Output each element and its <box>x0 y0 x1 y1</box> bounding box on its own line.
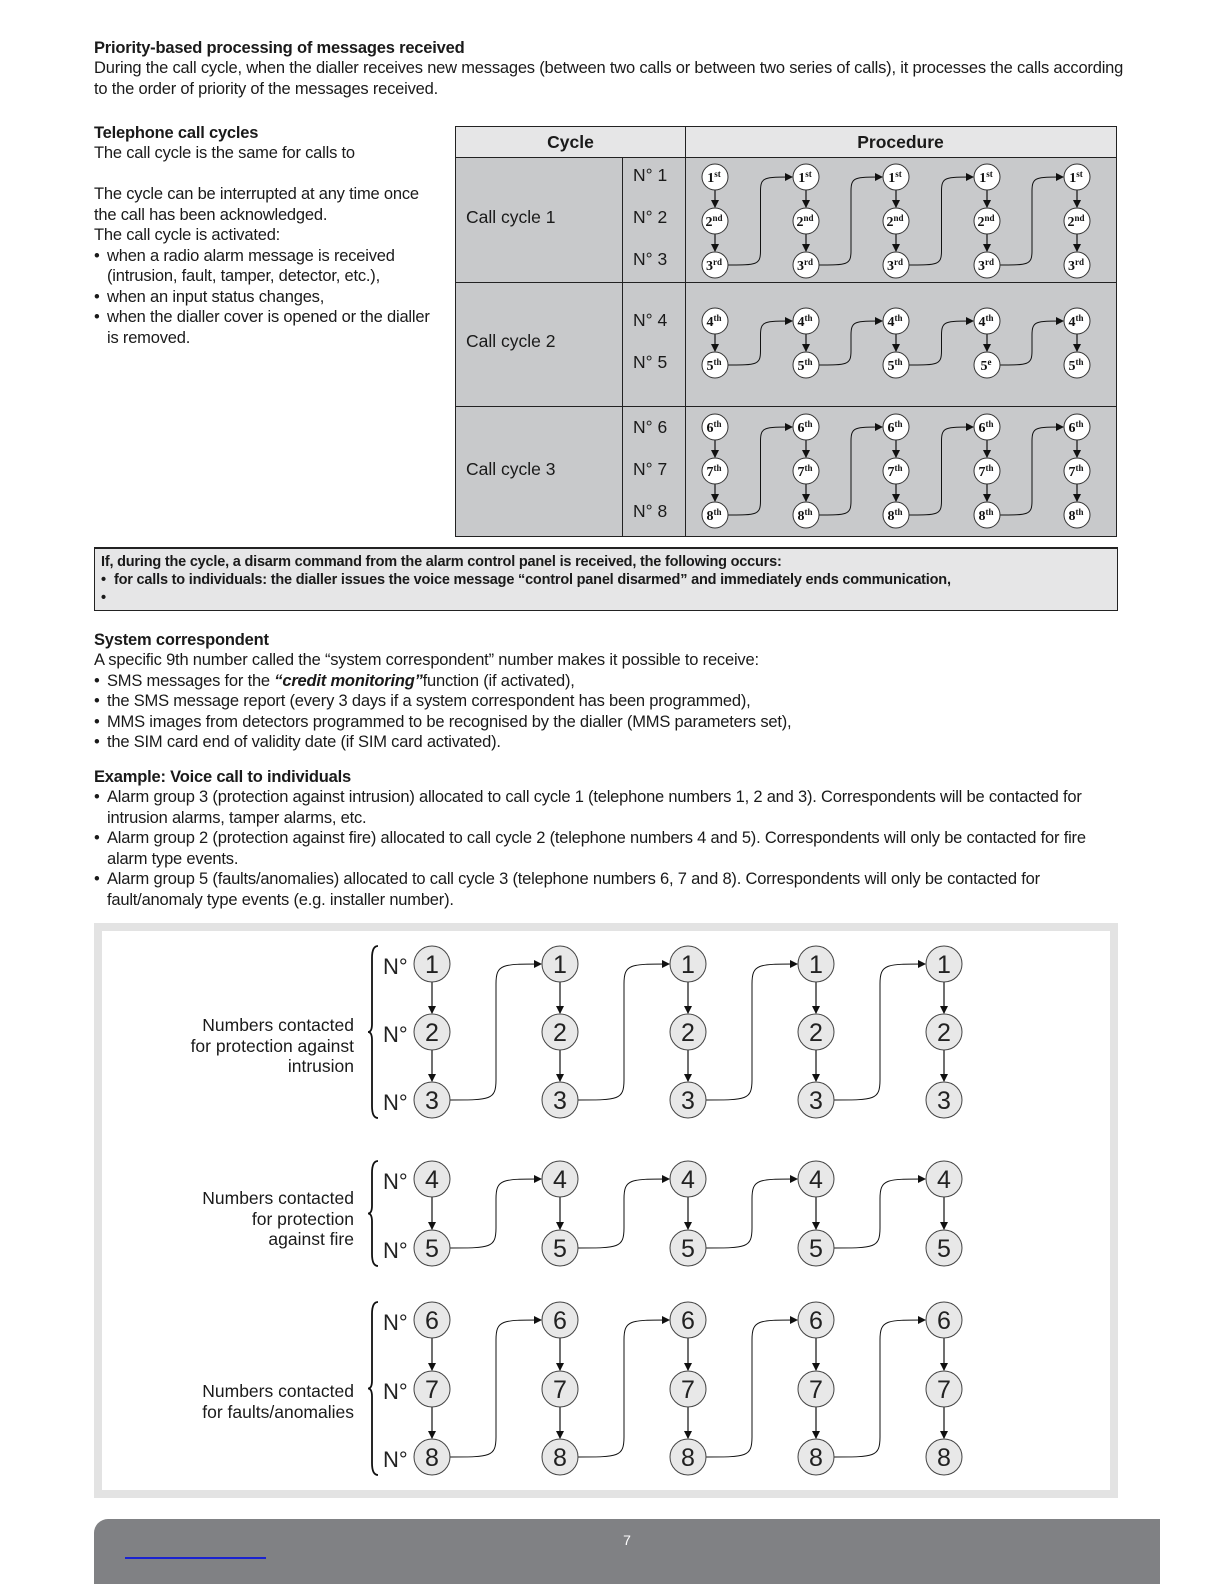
svg-text:8: 8 <box>681 1444 695 1472</box>
number-prefix: N° <box>383 1169 408 1194</box>
svg-text:4: 4 <box>681 1166 695 1194</box>
number-circle <box>670 1014 706 1050</box>
system-correspondent-intro: A specific 9th number called the “system correspondent” number makes it possible to receive: <box>94 651 759 669</box>
svg-text:6th: 6th <box>706 419 722 436</box>
svg-text:2nd: 2nd <box>705 213 723 230</box>
svg-text:2: 2 <box>553 1019 567 1047</box>
svg-text:3: 3 <box>681 1087 695 1115</box>
svg-text:7th: 7th <box>978 463 994 480</box>
svg-text:5: 5 <box>681 1235 695 1263</box>
example-bullet: • Alarm group 5 (faults/anomalies) allocated to call cycle 3 (telephone numbers 6, 7 and 8). Correspondents will only be contacted for fault/anomaly type events (e.g. installer number). <box>94 869 1124 910</box>
number-prefix: N° <box>383 1022 408 1047</box>
number-circle <box>414 1161 450 1197</box>
call-step-circle <box>702 164 728 190</box>
svg-text:8: 8 <box>553 1444 567 1472</box>
number-circle <box>414 946 450 982</box>
svg-text:8th: 8th <box>706 507 722 524</box>
svg-text:3: 3 <box>425 1087 439 1115</box>
brace <box>368 1302 378 1475</box>
number-circle <box>670 1161 706 1197</box>
svg-text:5: 5 <box>425 1235 439 1263</box>
call-step-circle <box>793 308 819 334</box>
svg-text:3rd: 3rd <box>706 257 722 274</box>
example-figure-panel <box>102 931 1110 1490</box>
svg-text:1st: 1st <box>979 169 993 186</box>
call-step-circle <box>702 502 728 528</box>
svg-text:3rd: 3rd <box>887 257 903 274</box>
call-step-circle <box>883 252 909 278</box>
number-circle <box>926 1161 962 1197</box>
svg-text:8th: 8th <box>1068 507 1084 524</box>
svg-text:1st: 1st <box>1069 169 1083 186</box>
number-prefix: N° <box>383 1447 408 1472</box>
svg-text:4: 4 <box>425 1166 439 1194</box>
call-step-circle <box>883 502 909 528</box>
number-circle <box>926 1371 962 1407</box>
call-step-circle <box>974 164 1000 190</box>
credit-monitoring-emphasis: “credit monitoring” <box>274 671 423 690</box>
svg-text:2: 2 <box>425 1019 439 1047</box>
svg-text:7th: 7th <box>706 463 722 480</box>
call-cycles-interrupt: The cycle can be interrupted at any time once the call has been acknowledged. <box>94 185 419 224</box>
example-section <box>94 767 1124 910</box>
svg-text:4th: 4th <box>887 313 903 330</box>
svg-text:2nd: 2nd <box>886 213 904 230</box>
svg-text:6th: 6th <box>797 419 813 436</box>
call-step-circle <box>793 502 819 528</box>
svg-text:3: 3 <box>553 1087 567 1115</box>
number-label: N° 3 <box>633 249 668 269</box>
svg-text:2nd: 2nd <box>796 213 814 230</box>
svg-text:7: 7 <box>681 1376 695 1404</box>
activation-bullet: • when a radio alarm message is received (intrusion, fault, tamper, detector, etc.), <box>94 246 434 287</box>
call-step-circle <box>1064 208 1090 234</box>
number-circle <box>414 1082 450 1118</box>
activation-bullet: • when the dialler cover is opened or the dialler is removed. <box>94 307 434 348</box>
call-cycles-activated: The call cycle is activated: <box>94 226 281 244</box>
page-number: 7 <box>623 1532 631 1548</box>
svg-text:5th: 5th <box>706 357 722 374</box>
call-step-circle <box>1064 502 1090 528</box>
sysc-bullet-text: function (if activated), <box>422 671 575 690</box>
svg-text:7: 7 <box>553 1376 567 1404</box>
svg-text:5e: 5e <box>980 357 992 374</box>
svg-text:1st: 1st <box>707 169 721 186</box>
call-cycle-label: Call cycle 2 <box>466 331 556 351</box>
number-circle <box>670 1082 706 1118</box>
sysc-bullet: • MMS images from detectors programmed to be recognised by the dialler (MMS parameters set), <box>94 712 1134 733</box>
svg-text:6: 6 <box>937 1307 951 1335</box>
svg-text:1st: 1st <box>798 169 812 186</box>
disarm-note-bullet: • for calls to individuals: the dialler issues the voice message “control panel disarmed” and immediately ends communication, <box>101 571 1111 589</box>
number-circle <box>926 1302 962 1338</box>
sysc-bullet: • the SMS message report (every 3 days if a system correspondent has been programmed), <box>94 691 1134 712</box>
group-label-line: intrusion <box>287 1056 354 1076</box>
example-flow-diagram <box>102 931 1110 1490</box>
call-step-circle <box>1064 458 1090 484</box>
call-step-circle <box>1064 414 1090 440</box>
svg-text:4: 4 <box>553 1166 567 1194</box>
call-step-circle <box>793 252 819 278</box>
svg-text:3rd: 3rd <box>1068 257 1084 274</box>
svg-text:2: 2 <box>681 1019 695 1047</box>
number-circle <box>798 1161 834 1197</box>
call-step-circle <box>883 208 909 234</box>
group-label-line: for protection <box>251 1208 354 1229</box>
number-label: N° 8 <box>633 501 668 521</box>
header-procedure: Procedure <box>685 127 1116 158</box>
call-step-circle <box>702 252 728 278</box>
svg-text:6: 6 <box>681 1307 695 1335</box>
call-step-circle <box>974 252 1000 278</box>
svg-text:4th: 4th <box>1068 313 1084 330</box>
svg-text:5: 5 <box>937 1235 951 1263</box>
svg-text:5th: 5th <box>797 357 813 374</box>
number-circle <box>542 1302 578 1338</box>
call-step-circle <box>974 414 1000 440</box>
svg-text:4th: 4th <box>978 313 994 330</box>
group-label-line: Numbers contacted <box>202 1381 354 1401</box>
sysc-bullet-text: SMS messages for the <box>107 671 275 690</box>
number-label: N° 4 <box>633 310 668 330</box>
header-cycle: Cycle <box>456 127 685 158</box>
svg-text:3rd: 3rd <box>978 257 994 274</box>
svg-text:8th: 8th <box>978 507 994 524</box>
svg-text:3: 3 <box>937 1087 951 1115</box>
svg-text:6: 6 <box>553 1307 567 1335</box>
number-label: N° 5 <box>633 352 668 372</box>
svg-text:1: 1 <box>809 951 823 979</box>
brace <box>368 946 378 1118</box>
svg-text:8th: 8th <box>887 507 903 524</box>
example-figure <box>94 923 1118 1498</box>
example-bullet: • Alarm group 2 (protection against fire) allocated to call cycle 2 (telephone numbers 4 and 5). Correspondents will only be contacted for fire alarm type events. <box>94 828 1124 869</box>
svg-text:8: 8 <box>425 1444 439 1472</box>
call-step-circle <box>974 458 1000 484</box>
svg-text:2: 2 <box>937 1019 951 1047</box>
disarm-note-bullet <box>101 589 1111 607</box>
group-label-line: against fire <box>268 1229 354 1249</box>
number-label: N° 7 <box>633 459 668 479</box>
call-step-circle <box>883 352 909 378</box>
svg-text:5th: 5th <box>887 357 903 374</box>
call-step-circle <box>702 308 728 334</box>
number-label: N° 1 <box>633 165 668 185</box>
number-prefix: N° <box>383 954 408 979</box>
number-circle <box>670 946 706 982</box>
number-circle <box>542 1161 578 1197</box>
priority-body: During the call cycle, when the dialler receives new messages (between two calls or between two series of calls), it processes the calls according to the order of priority of the messages received. <box>94 59 1124 98</box>
svg-text:4th: 4th <box>797 313 813 330</box>
svg-text:7: 7 <box>937 1376 951 1404</box>
number-prefix: N° <box>383 1310 408 1335</box>
call-step-circle <box>1064 164 1090 190</box>
number-circle <box>414 1014 450 1050</box>
call-step-circle <box>974 308 1000 334</box>
call-step-circle <box>974 208 1000 234</box>
number-circle <box>798 1371 834 1407</box>
call-step-circle <box>793 208 819 234</box>
svg-text:6: 6 <box>425 1307 439 1335</box>
svg-text:1: 1 <box>681 951 695 979</box>
number-circle <box>926 1439 962 1475</box>
svg-text:5th: 5th <box>1068 357 1084 374</box>
disarm-note-line: If, during the cycle, a disarm command from the alarm control panel is received, the following occurs: <box>101 554 782 570</box>
number-prefix: N° <box>383 1090 408 1115</box>
number-circle <box>414 1371 450 1407</box>
svg-text:4: 4 <box>809 1166 823 1194</box>
group-label-line: for faults/anomalies <box>202 1401 354 1422</box>
svg-text:7: 7 <box>809 1376 823 1404</box>
activation-bullet: • when an input status changes, <box>94 287 434 308</box>
number-circle <box>926 1014 962 1050</box>
footer-link-underline[interactable] <box>125 1557 266 1559</box>
svg-text:2: 2 <box>809 1019 823 1047</box>
example-heading: Example: Voice call to individuals <box>94 768 351 786</box>
svg-text:5: 5 <box>809 1235 823 1263</box>
number-prefix: N° <box>383 1379 408 1404</box>
number-label: N° 6 <box>633 417 668 437</box>
number-circle <box>414 1439 450 1475</box>
call-step-circle <box>793 414 819 440</box>
priority-heading: Priority-based processing of messages received <box>94 39 465 57</box>
svg-text:1st: 1st <box>888 169 902 186</box>
divider <box>622 157 623 536</box>
system-correspondent-heading: System correspondent <box>94 631 269 649</box>
call-step-circle <box>974 352 1000 378</box>
number-circle <box>542 1371 578 1407</box>
priority-section <box>94 38 1134 99</box>
number-circle <box>542 1082 578 1118</box>
svg-text:1: 1 <box>553 951 567 979</box>
svg-text:8th: 8th <box>797 507 813 524</box>
number-circle <box>798 1230 834 1266</box>
svg-text:4th: 4th <box>706 313 722 330</box>
call-cycle-label: Call cycle 3 <box>466 459 556 479</box>
number-circle <box>542 1014 578 1050</box>
call-step-circle <box>793 164 819 190</box>
procedure-flow-diagram <box>686 158 1117 537</box>
svg-text:8: 8 <box>809 1444 823 1472</box>
number-label: N° 2 <box>633 207 668 227</box>
number-circle <box>926 946 962 982</box>
number-circle <box>414 1302 450 1338</box>
svg-text:1: 1 <box>425 951 439 979</box>
svg-text:6th: 6th <box>887 419 903 436</box>
svg-text:6th: 6th <box>1068 419 1084 436</box>
number-circle <box>670 1371 706 1407</box>
number-circle <box>542 946 578 982</box>
number-circle <box>542 1230 578 1266</box>
number-circle <box>670 1439 706 1475</box>
svg-text:4: 4 <box>937 1166 951 1194</box>
brace <box>368 1161 378 1266</box>
call-step-circle <box>702 414 728 440</box>
svg-text:7: 7 <box>425 1376 439 1404</box>
call-step-circle <box>702 458 728 484</box>
number-circle <box>926 1230 962 1266</box>
svg-text:5: 5 <box>553 1235 567 1263</box>
spacer <box>94 164 434 185</box>
call-cycles-heading: Telephone call cycles <box>94 124 259 142</box>
svg-text:7th: 7th <box>1068 463 1084 480</box>
group-label-line: Numbers contacted <box>202 1015 354 1035</box>
svg-text:2nd: 2nd <box>977 213 995 230</box>
svg-text:6: 6 <box>809 1307 823 1335</box>
call-step-circle <box>793 458 819 484</box>
number-circle <box>542 1439 578 1475</box>
call-step-circle <box>883 458 909 484</box>
call-step-circle <box>974 502 1000 528</box>
svg-text:8: 8 <box>937 1444 951 1472</box>
call-cycles-intro: The call cycle is the same for calls to <box>94 144 355 162</box>
call-step-circle <box>883 414 909 440</box>
call-step-circle <box>793 352 819 378</box>
number-circle <box>926 1082 962 1118</box>
sysc-bullet: • the SIM card end of validity date (if SIM card activated). <box>94 732 1134 753</box>
number-circle <box>798 946 834 982</box>
svg-text:3rd: 3rd <box>797 257 813 274</box>
group-label-line: Numbers contacted <box>202 1188 354 1208</box>
number-circle <box>414 1230 450 1266</box>
sysc-bullet <box>94 671 1134 692</box>
call-cycles-section <box>94 123 434 348</box>
svg-text:7th: 7th <box>887 463 903 480</box>
number-circle <box>798 1014 834 1050</box>
call-step-circle <box>702 208 728 234</box>
number-circle <box>798 1439 834 1475</box>
system-correspondent-section <box>94 630 1134 753</box>
call-cycle-label: Call cycle 1 <box>466 207 556 227</box>
svg-text:3: 3 <box>809 1087 823 1115</box>
call-step-circle <box>883 164 909 190</box>
call-step-circle <box>1064 252 1090 278</box>
example-bullet: • Alarm group 3 (protection against intrusion) allocated to call cycle 1 (telephone numbers 1, 2 and 3). Correspondents will be contacted for intrusion alarms, tamper alarms, etc. <box>94 787 1124 828</box>
disarm-note-box <box>94 547 1118 611</box>
number-circle <box>670 1230 706 1266</box>
call-step-circle <box>883 308 909 334</box>
number-circle <box>670 1302 706 1338</box>
cycle-procedure-table <box>455 126 1117 537</box>
call-step-circle <box>1064 308 1090 334</box>
number-prefix: N° <box>383 1238 408 1263</box>
svg-text:1: 1 <box>937 951 951 979</box>
page-footer <box>94 1519 1160 1584</box>
call-step-circle <box>702 352 728 378</box>
number-circle <box>798 1302 834 1338</box>
group-label-line: for protection against <box>190 1035 354 1056</box>
svg-text:7th: 7th <box>797 463 813 480</box>
svg-text:6th: 6th <box>978 419 994 436</box>
call-step-circle <box>1064 352 1090 378</box>
number-circle <box>798 1082 834 1118</box>
svg-text:2nd: 2nd <box>1067 213 1085 230</box>
